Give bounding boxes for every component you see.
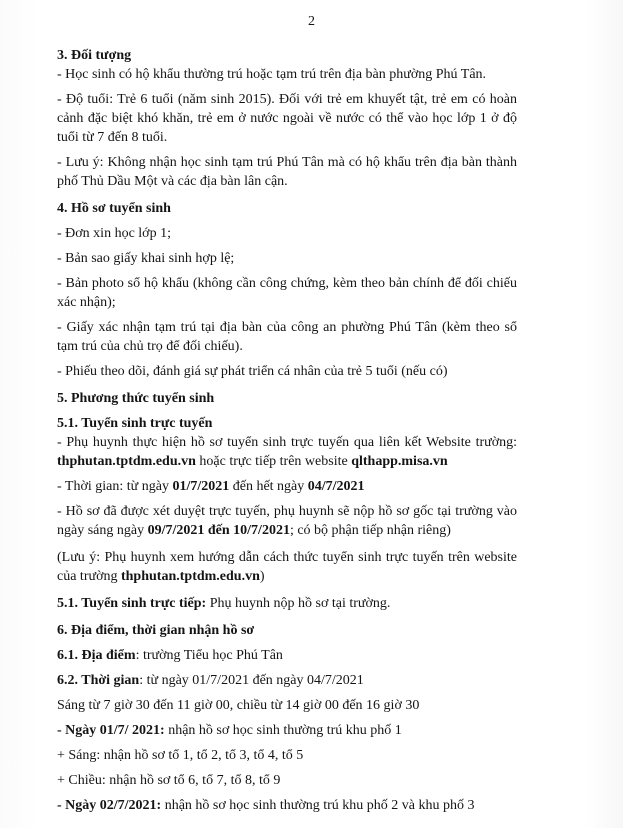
- s3-line-2: - Độ tuổi: Trẻ 6 tuổi (năm sinh 2015). Đối với trẻ em khuyết tật, trẻ em có hoàn cảnh đặc biệt khó khăn, trẻ em ở nước ngoài về nước có thể vào học lớp 1 ở độ tuổi từ 7 đến 8 tuổi.: [57, 92, 517, 145]
- s6-day1-label: - Ngày 01/7/ 2021:: [57, 723, 165, 738]
- section-5-1-heading: 5.1. Tuyển sinh trực tuyến: [57, 416, 213, 431]
- s6-day1-text: nhận hồ sơ học sinh thường trú khu phố 1: [164, 723, 402, 738]
- s5-time-text-a: - Thời gian: từ ngày: [57, 479, 173, 494]
- s6-place-label: 6.1. Địa điểm: [57, 648, 136, 663]
- s6-time-text: : từ ngày 01/7/2021 đến ngày 04/7/2021: [139, 673, 364, 688]
- page-number: 2: [308, 14, 315, 29]
- s5-online-text-a: - Phụ huynh thực hiện hồ sơ tuyển sinh trực tuyến qua liên kết Website trường:: [57, 435, 517, 450]
- s5-time-start: 01/7/2021: [172, 479, 230, 494]
- s4-line-2: - Bản sao giấy khai sinh hợp lệ;: [57, 251, 235, 266]
- s5-time-text-c: đến hết ngày: [229, 479, 308, 494]
- s5-note-website: thphutan.tptdm.edu.vn: [120, 569, 260, 584]
- s5-online-line: [57, 433, 517, 471]
- s4-line-5: - Phiếu theo dõi, đánh giá sự phát triển cá nhân của trẻ 5 tuổi (nếu có): [57, 364, 448, 379]
- s5-documents-line: [57, 502, 517, 540]
- s5-doc-text-a: - Hồ sơ đã được xét duyệt trực tuyến, phụ huynh sẽ nộp hồ sơ gốc tại trường vào ngày sáng ngày: [57, 504, 517, 538]
- school-website: thphutan.tptdm.edu.vn: [57, 454, 196, 469]
- s5-note-text-a: (Lưu ý: Phụ huynh xem hướng dẫn cách thức tuyển sinh trực tuyến trên website của trường: [57, 550, 517, 584]
- s4-line-4: - Giấy xác nhận tạm trú tại địa bàn của công an phường Phú Tân (kèm theo sổ tạm trú của chủ trọ để đối chiếu).: [57, 320, 517, 354]
- s6-day1-morning: + Sáng: nhận hồ sơ tổ 1, tổ 2, tổ 3, tổ 4, tổ 5: [57, 748, 304, 763]
- s4-line-3: - Bản photo sổ hộ khẩu (không cần công chứng, kèm theo bản chính để đối chiếu xác nhận);: [57, 276, 517, 310]
- section-4-heading: 4. Hồ sơ tuyển sinh: [57, 201, 171, 216]
- section-6-heading: 6. Địa điểm, thời gian nhận hồ sơ: [57, 623, 255, 638]
- s5-online-text-c: hoặc trực tiếp trên website: [195, 454, 352, 469]
- s6-day2-label: - Ngày 02/7/2021:: [57, 798, 162, 813]
- misa-website: qlthapp.misa.vn: [351, 454, 448, 469]
- s6-day1-line: [57, 721, 517, 740]
- s3-line-1: - Học sinh có hộ khẩu thường trú hoặc tạm trú trên địa bàn phường Phú Tân.: [57, 67, 487, 82]
- s6-day1-afternoon: + Chiều: nhận hồ sơ tổ 6, tổ 7, tổ 8, tổ 9: [57, 773, 281, 788]
- s5-direct-text: Phụ huynh nộp hồ sơ tại trường.: [206, 596, 391, 611]
- s5-doc-text-c: ; có bộ phận tiếp nhận riêng): [289, 523, 451, 538]
- section-3-heading: 3. Đối tượng: [57, 48, 132, 63]
- s5-time-line: [57, 477, 517, 496]
- s4-line-1: - Đơn xin học lớp 1;: [57, 226, 171, 241]
- s5-note-line: [57, 548, 517, 586]
- s5-direct-line: [57, 594, 517, 613]
- s6-hours-line: Sáng từ 7 giờ 30 đến 11 giờ 00, chiều từ 14 giờ 00 đến 16 giờ 30: [57, 698, 420, 713]
- s6-place-line: [57, 646, 517, 665]
- s5-direct-label: 5.1. Tuyển sinh trực tiếp:: [57, 596, 207, 611]
- s5-doc-dates: 09/7/2021 đến 10/7/2021: [147, 523, 290, 538]
- s6-time-line: [57, 671, 517, 690]
- s6-day2-text: nhận hồ sơ học sinh thường trú khu phố 2 và khu phố 3: [161, 798, 475, 813]
- s5-time-end: 04/7/2021: [307, 479, 365, 494]
- s6-place-text: : trường Tiểu học Phú Tân: [135, 648, 283, 663]
- s6-day2-line: [57, 796, 517, 815]
- document-body: [57, 46, 517, 815]
- s3-line-3: - Lưu ý: Không nhận học sinh tạm trú Phú Tân mà có hộ khẩu trên địa bàn thành phố Thủ Dầu Một và các địa bàn lân cận.: [57, 155, 517, 189]
- s6-time-label: 6.2. Thời gian: [57, 673, 140, 688]
- section-5-heading: 5. Phương thức tuyển sinh: [57, 391, 215, 406]
- s5-note-text-c: ): [259, 569, 265, 584]
